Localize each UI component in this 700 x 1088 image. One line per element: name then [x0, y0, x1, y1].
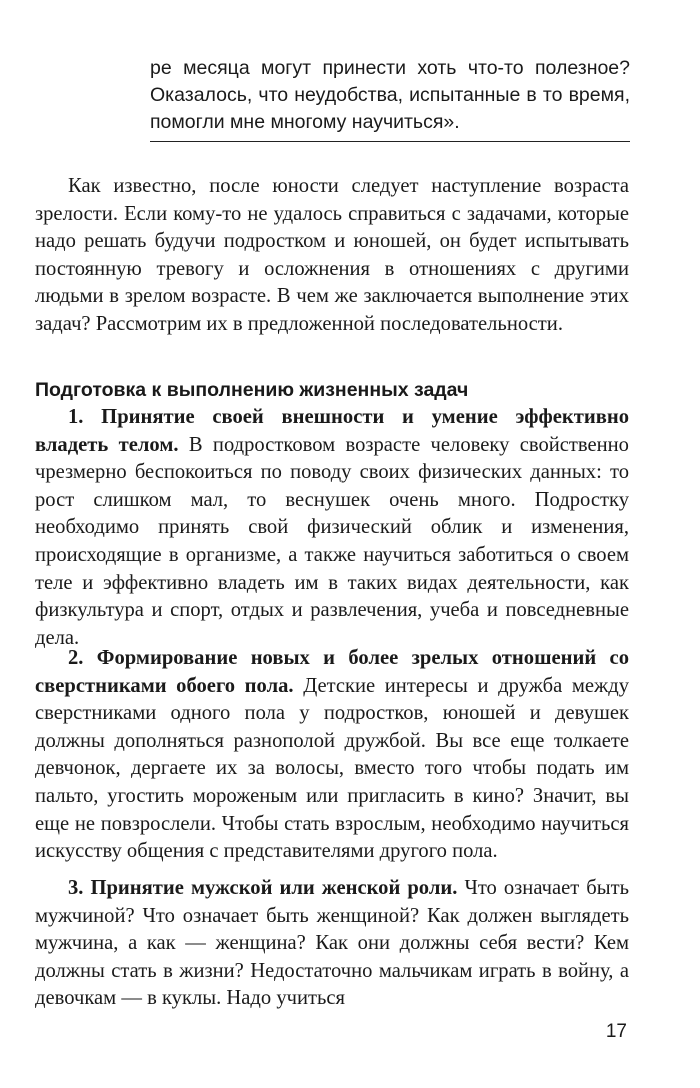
task-title-1: 1. Принятие своей внешности и умение эффективно владеть телом.: [35, 406, 629, 456]
quote-continuation: ре месяца могут принести хоть что-то полезное? Оказалось, что неудобства, испытанные в то время, помогли мне многому научиться».: [150, 57, 630, 133]
task-body-2: Детские интересы и дружба между сверстниками одного пола у подростков, юношей и девушек должны дополняться разнополой дружбой. Вы все еще толкаете девчонок, дергаете их за волосы, вместо того чтобы подать им пальто, угостить мороженым или пригласить в кино? Значит, вы еще не повзрослели. Чтобы стать взрослым, необходимо научиться искусству общения с представителями другого пола.: [35, 674, 629, 863]
task-title-3: 3. Принятие мужской или женской роли.: [68, 877, 458, 899]
page-number: 17: [605, 1021, 627, 1042]
task-body-1: В подростковом возрасте человеку свойственно чрезмерно беспокоиться по поводу своих физических данных: то рост слишком мал, то веснушек очень много. Подростку необходимо принять свой физический облик и изменения, происходящие в организме, а также научиться заботиться о своем теле и эффективно владеть им в таких видах деятельности, как физкультура и спорт, отдых и развлечения, учеба и повседневные дела.: [35, 433, 629, 649]
quote-divider: [150, 141, 630, 142]
section-heading: Подготовка к выполнению жизненных задач: [35, 379, 469, 401]
task-title-2: 2. Формирование новых и более зрелых отношений со сверстниками обоего пола.: [35, 647, 629, 697]
intro-paragraph: Как известно, после юности следует наступление возраста зрелости. Если кому-то не удалось справиться с задачами, которые надо решать будучи подростком и юношей, он будет испытывать постоянную тревогу и осложнения в отношениях с другими людьми в зрелом возрасте. В чем же заключается выполнение этих задач? Рассмотрим их в предложенной последовательности.: [35, 175, 629, 335]
task-paragraph-3: [35, 875, 629, 1013]
task-paragraph-1: [35, 404, 629, 652]
task-paragraph-2: [35, 645, 629, 866]
task-body-3: Что означает быть мужчиной? Что означает быть женщиной? Как должен выглядеть мужчина, а как — женщина? Как они должны себя вести? Кем должны стать в жизни? Недостаточно мальчикам играть в войну, а девочкам — в куклы. Надо учиться: [35, 877, 629, 1010]
